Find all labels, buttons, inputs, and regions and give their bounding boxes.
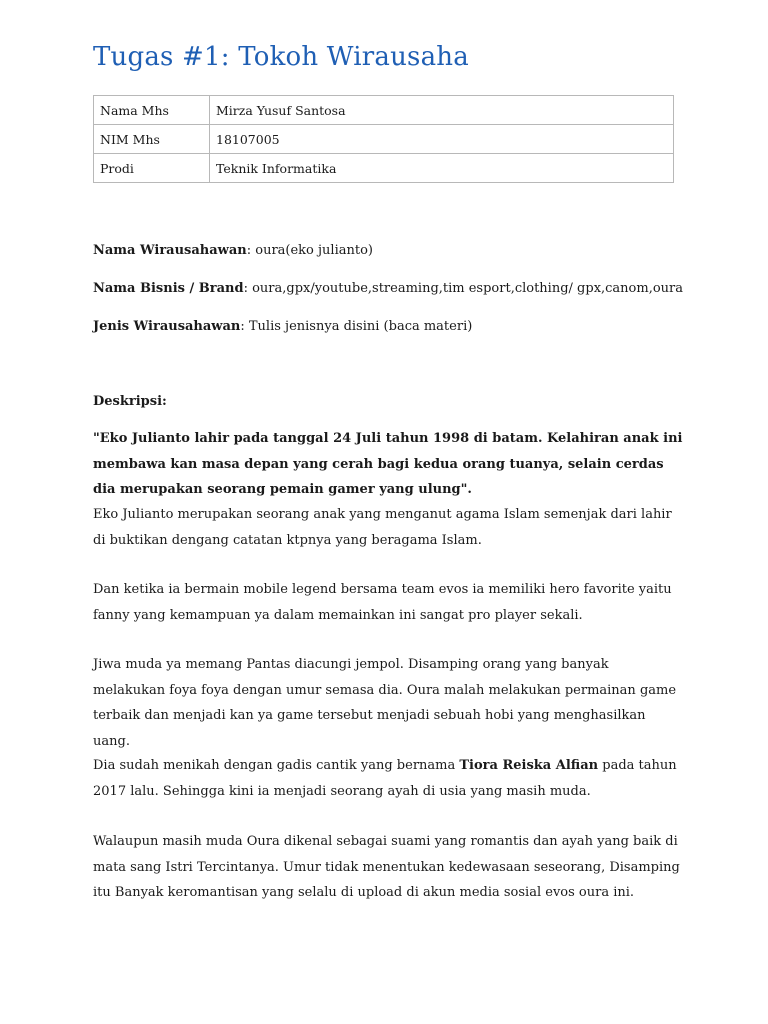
spouse-name: Tiora Reiska Alfian bbox=[459, 758, 599, 773]
description-heading: Deskripsi: bbox=[93, 394, 167, 409]
business-brand-label: Nama Bisnis / Brand bbox=[93, 281, 244, 296]
student-name-value: Mirza Yusuf Santosa bbox=[210, 96, 674, 125]
entrepreneur-name-value: : oura(eko julianto) bbox=[246, 243, 373, 258]
paragraph-marriage bbox=[93, 753, 683, 804]
study-program-label: Prodi bbox=[94, 154, 210, 183]
student-id-label: NIM Mhs bbox=[94, 125, 210, 154]
paragraph-youth: Jiwa muda ya memang Pantas diacungi jempol. Disamping orang yang banyak melakukan foya foya dengan umur semasa dia. Oura malah melakukan permainan game terbaik dan menjadi kan ya game tersebut menjadi sebuah hobi yang menghasilkan uang. bbox=[93, 657, 677, 749]
business-brand-field bbox=[93, 281, 683, 296]
student-info-table bbox=[93, 95, 674, 183]
document-title: Tugas #1: Tokoh Wirausaha bbox=[93, 42, 469, 72]
entrepreneur-type-value: : Tulis jenisnya disini (baca materi) bbox=[240, 319, 473, 334]
paragraph-gaming: Dan ketika ia bermain mobile legend bersama team evos ia memiliki hero favorite yaitu fanny yang kemampuan ya dalam memainkan ini sangat pro player sekali. bbox=[93, 582, 672, 623]
description-quote: "Eko Julianto lahir pada tanggal 24 Juli tahun 1998 di batam. Kelahiran anak ini membawa kan masa depan yang cerah bagi kedua orang tuanya, selain cerdas dia merupakan seorang pemain gamer yang ulung". bbox=[93, 431, 683, 497]
entrepreneur-name-label: Nama Wirausahawan bbox=[93, 243, 247, 258]
paragraph-religion: Eko Julianto merupakan seorang anak yang menganut agama Islam semenjak dari lahir di buktikan dengang catatan ktpnya yang beragama Islam. bbox=[93, 507, 672, 548]
student-name-label: Nama Mhs bbox=[94, 96, 210, 125]
marriage-text-before: Dia sudah menikah dengan gadis cantik yang bernama bbox=[93, 758, 460, 773]
entrepreneur-type-field bbox=[93, 319, 472, 334]
marriage-text-after: pada tahun 2017 lalu. Sehingga kini ia menjadi seorang ayah di usia yang masih muda. bbox=[93, 758, 677, 799]
table-row bbox=[94, 125, 674, 154]
study-program-value: Teknik Informatika bbox=[210, 154, 674, 183]
business-brand-value: : oura,gpx/youtube,streaming,tim esport,clothing/ gpx,canom,oura bbox=[243, 281, 684, 296]
table-row bbox=[94, 154, 674, 183]
student-id-value: 18107005 bbox=[210, 125, 674, 154]
table-row bbox=[94, 96, 674, 125]
paragraph-romance: Walaupun masih muda Oura dikenal sebagai suami yang romantis dan ayah yang baik di mata sang Istri Tercintanya. Umur tidak menentukan kedewasaan seseorang, Disamping itu Banyak keromantisan yang selalu di upload di akun media sosial evos oura ini. bbox=[93, 834, 680, 900]
entrepreneur-name-field bbox=[93, 243, 373, 258]
entrepreneur-type-label: Jenis Wirausahawan bbox=[93, 319, 241, 334]
